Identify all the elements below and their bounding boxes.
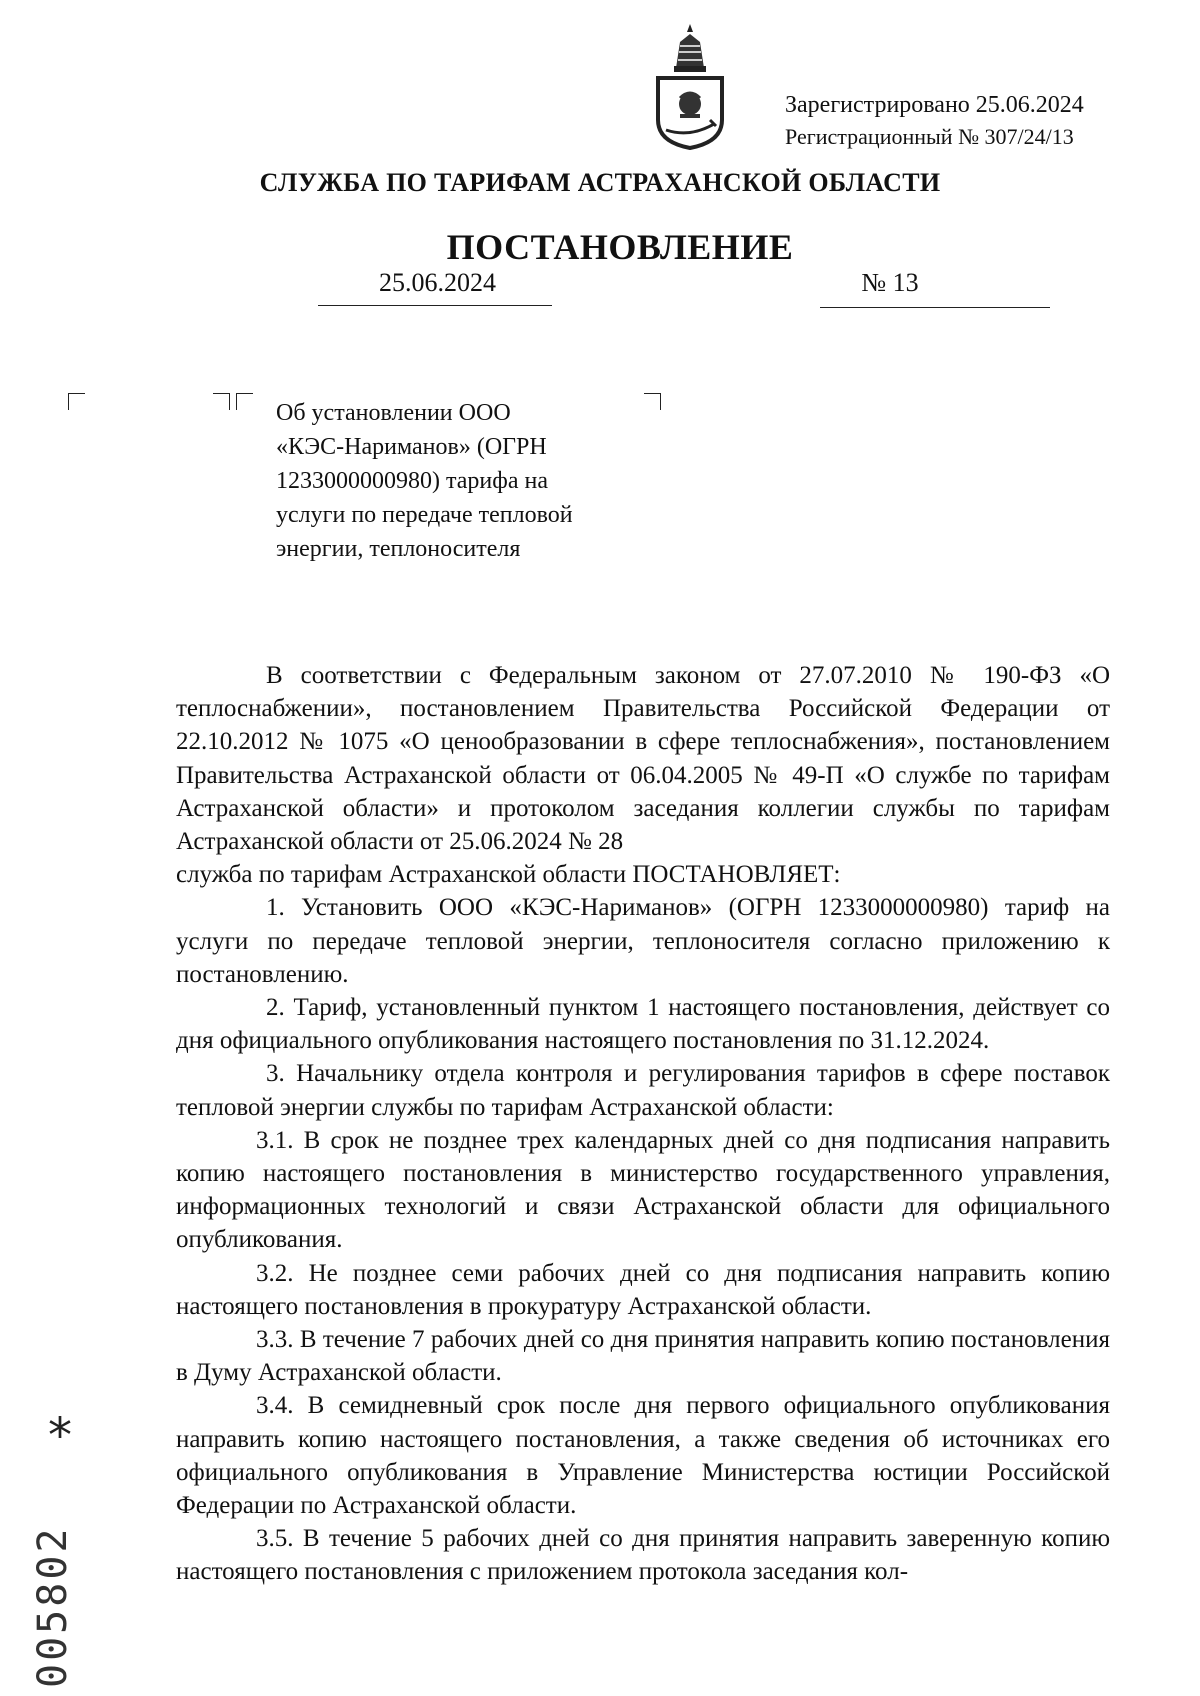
corner-mark xyxy=(213,393,230,410)
subject-line: услуги по передаче тепловой xyxy=(276,502,573,528)
document-number: № 13 xyxy=(861,268,919,297)
number-underline xyxy=(820,307,1050,308)
subject-line: 1233000000980) тарифа на xyxy=(276,468,548,494)
resolves-line: служба по тарифам Астраханской области ПОСТАНОВЛЯЕТ: xyxy=(176,861,841,889)
clause-1: 1. Установить ООО «КЭС-Нариманов» (ОГРН 1233000000980) тариф на услуги по передаче тепловой энергии, теплоносителя согласно приложению к постановлению. xyxy=(176,894,1110,988)
organization-name: СЛУЖБА ПО ТАРИФАМ АСТРАХАНСКОЙ ОБЛАСТИ xyxy=(259,168,941,197)
subject-line: «КЭС-Нариманов» (ОГРН xyxy=(276,434,547,460)
document-body xyxy=(176,659,1110,1589)
corner-mark xyxy=(236,393,253,410)
coat-of-arms-emblem xyxy=(650,20,730,150)
subject-line: Об установлении ООО xyxy=(276,400,511,426)
registration-date: Зарегистрировано 25.06.2024 xyxy=(785,92,1084,118)
clause-3-4: 3.4. В семидневный срок после дня первого официального опубликования направить копию настоящего постановления, а также сведения об источниках его официального опубликования в Управление Министерства юстиции Российской Федерации по Астраханской области. xyxy=(176,1392,1110,1520)
date-underline xyxy=(318,305,552,306)
clause-3-1: 3.1. В срок не позднее трех календарных дней со дня подписания направить копию настоящего постановления в министерство государственного управления, информационных технологий и связи Астраханской области для официального опубликования. xyxy=(176,1126,1110,1254)
document-date: 25.06.2024 xyxy=(379,268,496,297)
asterisk-mark: * xyxy=(48,1408,72,1464)
clause-3-2: 3.2. Не позднее семи рабочих дней со дня подписания направить копию настоящего постановления в прокуратуру Астраханской области. xyxy=(176,1259,1110,1320)
clause-2: 2. Тариф, установленный пунктом 1 настоящего постановления, действует со дня официального опубликования настоящего постановления по 31.12.2024. xyxy=(176,994,1110,1055)
subject-line: энергии, теплоносителя xyxy=(276,536,521,562)
clause-3: 3. Начальнику отдела контроля и регулирования тарифов в сфере поставок тепловой энергии службы по тарифам Астраханской области: xyxy=(176,1060,1110,1121)
registration-number: Регистрационный № 307/24/13 xyxy=(785,124,1074,149)
document-title: ПОСТАНОВЛЕНИЕ xyxy=(446,227,794,267)
registration-block xyxy=(785,90,1084,152)
corner-mark xyxy=(68,393,85,410)
document-subject xyxy=(276,396,656,566)
side-document-code: 005802 xyxy=(30,1525,76,1688)
clause-3-3: 3.3. В течение 7 рабочих дней со дня принятия направить копию постановления в Думу Астраханской области. xyxy=(176,1326,1110,1387)
clause-3-5: 3.5. В течение 5 рабочих дней со дня принятия направить заверенную копию настоящего постановления с приложением протокола заседания кол- xyxy=(176,1525,1110,1586)
preamble-paragraph: В соответствии с Федеральным законом от 27.07.2010 № 190-ФЗ «О теплоснабжении», постановлением Правительства Российской Федерации от 22.10.2012 № 1075 «О ценообразовании в сфере теплоснабжения», постановлением Правительства Астраханской области от 06.04.2005 № 49-П «О службе по тарифам Астраханской области» и протоколом заседания коллегии службы по тарифам Астраханской области от 25.06.2024 № 28 xyxy=(176,662,1110,856)
